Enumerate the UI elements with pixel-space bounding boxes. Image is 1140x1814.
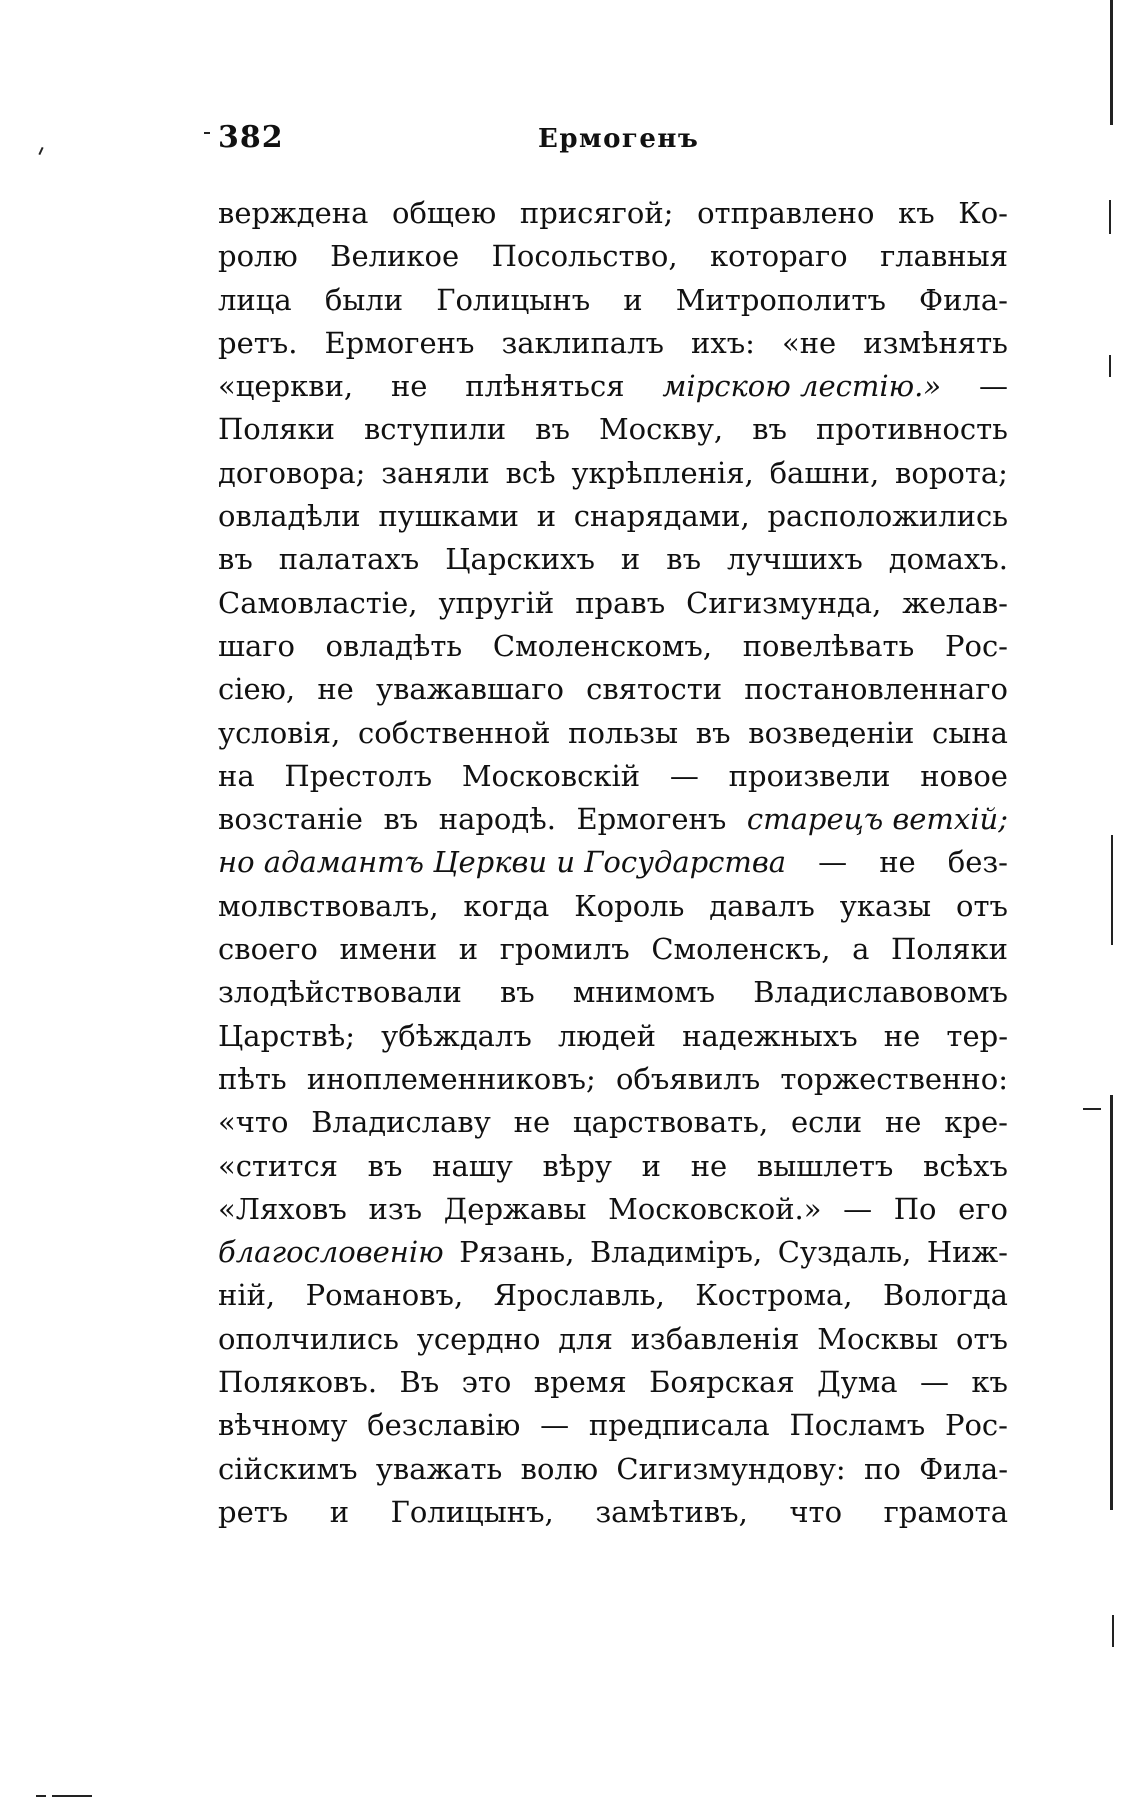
- scan-edge-line: [1109, 200, 1111, 234]
- text-word: лучшихъ: [727, 542, 863, 577]
- text-word: «Ляховъ: [218, 1191, 347, 1226]
- text-word: Митрополитъ: [675, 282, 886, 317]
- text-line: [218, 1192, 1008, 1235]
- text-line: [218, 759, 1008, 802]
- text-line: [218, 1235, 1008, 1278]
- text-word: Ниж-: [926, 1235, 1008, 1270]
- page-header: [218, 120, 1008, 170]
- text-word: Суздаль,: [777, 1235, 912, 1270]
- text-word: безславію: [367, 1408, 521, 1443]
- text-line: [218, 1452, 1008, 1495]
- text-word: вержденa: [218, 196, 369, 230]
- text-word: когда: [463, 888, 550, 923]
- scan-edge-line: [1109, 355, 1111, 377]
- text-word: общею: [392, 196, 497, 230]
- text-line: [218, 975, 1008, 1018]
- text-word: овладѣть: [325, 628, 463, 663]
- text-word: «стится: [218, 1148, 338, 1183]
- text-word: что: [789, 1494, 843, 1529]
- scan-speck: [38, 147, 43, 155]
- text-word: Кострома,: [695, 1278, 853, 1313]
- text-word: Дума: [817, 1365, 898, 1400]
- text-word: это: [461, 1365, 512, 1400]
- text-line: [218, 326, 1008, 369]
- text-word: Смоленскомъ,: [492, 628, 713, 663]
- text-line: [218, 586, 1008, 629]
- text-word: предписала: [588, 1408, 770, 1443]
- text-line: [218, 412, 1008, 455]
- text-word: въ: [367, 1148, 403, 1183]
- text-word: царствовать,: [572, 1105, 769, 1140]
- text-word: уважать: [375, 1451, 503, 1486]
- text-word: и: [329, 1494, 350, 1529]
- text-line: [218, 716, 1008, 759]
- text-word: отъ: [956, 888, 1008, 923]
- text-line: [218, 239, 1008, 282]
- text-word: Посольство,: [491, 239, 678, 274]
- text-word: мнимомъ: [572, 975, 716, 1010]
- text-word: объявилъ: [615, 1061, 761, 1096]
- text-word: Въ: [399, 1365, 440, 1400]
- text-word: вышлетъ: [756, 1148, 894, 1183]
- text-word: замѣтивъ,: [595, 1494, 748, 1529]
- text-word: Москву,: [598, 412, 724, 447]
- text-word: Сигизмунда,: [686, 585, 882, 620]
- text-line: [218, 456, 1008, 499]
- text-word: сійскимъ: [218, 1451, 358, 1486]
- text-word: уважавшаго: [376, 672, 564, 707]
- text-word: «что: [218, 1105, 289, 1140]
- text-word: избавленія: [630, 1321, 800, 1356]
- text-word: въ: [383, 802, 419, 837]
- text-word: новое: [920, 758, 1008, 793]
- text-word: его: [958, 1191, 1008, 1226]
- text-word: въ: [666, 542, 702, 577]
- text-word: Король: [574, 888, 685, 923]
- text-word: Фила-: [919, 1451, 1008, 1486]
- text-word: и: [623, 282, 643, 317]
- text-word: По: [893, 1191, 937, 1226]
- text-word: громилъ: [499, 932, 630, 967]
- text-word: плѣняться: [465, 369, 625, 404]
- page-number: 382: [218, 120, 284, 155]
- text-word: если: [790, 1105, 863, 1140]
- text-word: Поляки: [218, 412, 335, 447]
- text-word: ретъ: [218, 1494, 289, 1529]
- text-word: ворота;: [895, 455, 1008, 490]
- text-word: Фила-: [919, 282, 1008, 317]
- text-line: [218, 672, 1008, 715]
- text-word: —: [843, 1191, 873, 1226]
- text-word: торжественно:: [780, 1061, 1008, 1096]
- text-word: не: [879, 845, 916, 880]
- text-word: въ: [695, 715, 731, 750]
- text-word: а: [852, 932, 870, 967]
- text-word: отправлено: [697, 196, 875, 230]
- text-word: Романовъ,: [305, 1278, 464, 1313]
- text-word: Смоленскъ,: [651, 932, 831, 967]
- text-word: Голицынъ,: [390, 1494, 554, 1529]
- text-word: вѣчному: [218, 1408, 348, 1443]
- text-word: Москвы: [817, 1321, 939, 1356]
- text-word: палатахъ: [278, 542, 420, 577]
- text-word: Владиміръ,: [589, 1235, 763, 1270]
- text-word: не: [513, 1105, 551, 1140]
- text-word: Владиславовомъ: [753, 975, 1008, 1010]
- text-word: для: [558, 1321, 613, 1356]
- text-word: пользы: [568, 715, 679, 750]
- text-word: возведеніи: [748, 715, 915, 750]
- text-word: сына: [932, 715, 1008, 750]
- text-word: молвствовалъ,: [218, 888, 439, 923]
- text-word: Поляки: [891, 932, 1008, 967]
- text-word: —: [540, 1408, 570, 1443]
- text-word: «не: [781, 325, 837, 360]
- text-line: [218, 845, 1008, 888]
- text-line: [218, 369, 1008, 412]
- text-word: людей: [557, 1018, 657, 1053]
- text-word: убѣждалъ: [381, 1018, 532, 1053]
- text-word: надежныхъ: [682, 1018, 858, 1053]
- text-line: [218, 1019, 1008, 1062]
- text-word: расположились: [767, 499, 1008, 534]
- text-word: укрѣпленія,: [571, 455, 754, 490]
- text-word: —: [920, 1365, 949, 1400]
- text-word: Ермогенъ: [576, 802, 727, 837]
- text-word: сіею,: [218, 672, 296, 707]
- text-word: и: [641, 1148, 661, 1183]
- text-word: договора;: [218, 455, 366, 490]
- text-line: [218, 1149, 1008, 1192]
- text-word: измѣнять: [863, 325, 1008, 360]
- text-word: нашу: [432, 1148, 513, 1183]
- text-word: Рос-: [944, 1408, 1008, 1443]
- text-word: грамота: [883, 1494, 1008, 1529]
- text-word: не: [883, 1018, 921, 1053]
- text-word: ролю: [218, 239, 298, 274]
- text-word: Царствѣ;: [218, 1018, 356, 1053]
- text-word: давалъ: [709, 888, 815, 923]
- scan-edge-line: [1110, 0, 1113, 125]
- text-word: но адамантъ Церкви и Государства: [218, 845, 787, 880]
- text-word: и: [458, 932, 479, 967]
- text-word: главныя: [880, 239, 1008, 274]
- text-word: Поляковъ.: [218, 1365, 378, 1400]
- text-word: ній,: [218, 1278, 276, 1313]
- text-word: Ко-: [958, 196, 1008, 230]
- text-word: и: [620, 542, 641, 577]
- text-line: [218, 1408, 1008, 1451]
- text-word: шаго: [218, 628, 295, 663]
- text-word: святости: [586, 672, 723, 707]
- scan-edge-line: [1111, 835, 1113, 945]
- text-word: Сигизмундову:: [616, 1451, 846, 1486]
- text-line: [218, 499, 1008, 542]
- text-word: кре-: [944, 1105, 1008, 1140]
- text-word: благословенію: [218, 1235, 444, 1270]
- text-word: указы: [839, 888, 932, 923]
- text-word: «церкви,: [218, 369, 354, 404]
- text-word: не: [390, 369, 428, 404]
- text-word: противность: [816, 412, 1008, 447]
- scan-edge-line: [1112, 1615, 1114, 1647]
- scan-edge-line: [1110, 1095, 1113, 1510]
- text-word: Ярославль,: [493, 1278, 665, 1313]
- text-word: пушками: [378, 499, 519, 534]
- text-line: [218, 1062, 1008, 1105]
- text-line: [218, 542, 1008, 585]
- text-word: изъ: [368, 1191, 423, 1226]
- text-word: злодѣйствовали: [218, 975, 462, 1010]
- text-word: тер-: [946, 1018, 1008, 1053]
- text-word: Владиславу: [311, 1105, 491, 1140]
- scan-edge-mark: [36, 1795, 46, 1797]
- text-word: снарядами,: [573, 499, 750, 534]
- text-word: домахъ.: [888, 542, 1008, 577]
- text-word: Боярская: [649, 1365, 795, 1400]
- text-word: —: [818, 845, 848, 880]
- text-word: пѣть: [218, 1061, 287, 1096]
- text-line: [218, 932, 1008, 975]
- scan-speck: [204, 132, 210, 134]
- text-word: ихъ:: [691, 325, 755, 360]
- text-word: всѣхъ: [923, 1148, 1008, 1183]
- text-word: башни,: [769, 455, 880, 490]
- text-word: старецъ ветхій;: [746, 802, 1008, 837]
- text-line: [218, 1495, 1008, 1538]
- text-word: въ: [499, 975, 535, 1010]
- text-line: [218, 283, 1008, 326]
- text-word: Великое: [330, 239, 460, 274]
- text-word: ополчились: [218, 1321, 399, 1356]
- text-word: мірскою лестію.»: [662, 369, 942, 404]
- text-word: котораго: [710, 239, 848, 274]
- text-word: своего: [218, 932, 318, 967]
- text-word: Державы: [443, 1191, 587, 1226]
- scan-edge-mark: [52, 1795, 92, 1797]
- text-word: ретъ.: [218, 325, 298, 360]
- text-word: постановленнаго: [744, 672, 1008, 707]
- running-title: Ермогенъ: [538, 124, 700, 154]
- text-word: упругій: [438, 585, 555, 620]
- text-word: заняли: [381, 455, 490, 490]
- text-word: лица: [218, 282, 292, 317]
- text-word: Рязань,: [459, 1235, 575, 1270]
- text-word: Московскій: [461, 758, 641, 793]
- body-text: [218, 196, 1008, 1538]
- text-word: желав-: [902, 585, 1008, 620]
- text-word: без-: [947, 845, 1008, 880]
- text-word: вѣру: [542, 1148, 612, 1183]
- text-word: не: [317, 672, 354, 707]
- text-word: Царскихъ: [445, 542, 595, 577]
- text-word: по: [863, 1451, 901, 1486]
- text-word: имени: [339, 932, 438, 967]
- text-word: Престолъ: [284, 758, 433, 793]
- text-word: усердно: [416, 1321, 541, 1356]
- text-line: [218, 1365, 1008, 1408]
- text-line: [218, 802, 1008, 845]
- text-word: —: [978, 369, 1008, 404]
- text-word: не: [690, 1148, 728, 1183]
- text-word: къ: [971, 1365, 1008, 1400]
- text-word: къ: [898, 196, 935, 230]
- text-line: [218, 1278, 1008, 1321]
- text-word: произвели: [728, 758, 891, 793]
- text-word: Голицынъ: [436, 282, 591, 317]
- text-word: въ: [535, 412, 570, 447]
- text-word: Самовластіе,: [218, 585, 418, 620]
- scan-speck: [1083, 1108, 1101, 1110]
- text-word: повелѣвать: [742, 628, 915, 663]
- text-word: на: [218, 758, 255, 793]
- text-word: въ: [752, 412, 787, 447]
- text-word: Вологда: [882, 1278, 1008, 1313]
- text-word: народѣ.: [438, 802, 556, 837]
- text-word: иноплеменниковъ;: [306, 1061, 596, 1096]
- text-line: [218, 629, 1008, 672]
- text-word: отъ: [956, 1321, 1008, 1356]
- text-word: Посламъ: [789, 1408, 926, 1443]
- text-word: —: [669, 758, 699, 793]
- text-word: условія,: [218, 715, 341, 750]
- text-word: заклипалъ: [501, 325, 664, 360]
- text-line: [218, 889, 1008, 932]
- text-word: время: [533, 1365, 627, 1400]
- text-word: собственной: [358, 715, 551, 750]
- text-word: и: [536, 499, 557, 534]
- text-word: вступили: [363, 412, 507, 447]
- text-word: возстаніе: [218, 802, 363, 837]
- text-line: [218, 1105, 1008, 1148]
- text-word: волю: [520, 1451, 599, 1486]
- text-line: [218, 1322, 1008, 1365]
- text-word: Московской.»: [608, 1191, 822, 1226]
- text-word: не: [884, 1105, 922, 1140]
- text-word: Ермогенъ: [324, 325, 475, 360]
- text-line: [218, 196, 1008, 239]
- text-word: всѣ: [505, 455, 556, 490]
- text-word: Рос-: [944, 628, 1008, 663]
- text-word: были: [324, 282, 404, 317]
- text-word: присягой;: [519, 196, 674, 230]
- text-word: правъ: [575, 585, 666, 620]
- text-word: овладѣли: [218, 499, 361, 534]
- text-word: въ: [218, 542, 253, 577]
